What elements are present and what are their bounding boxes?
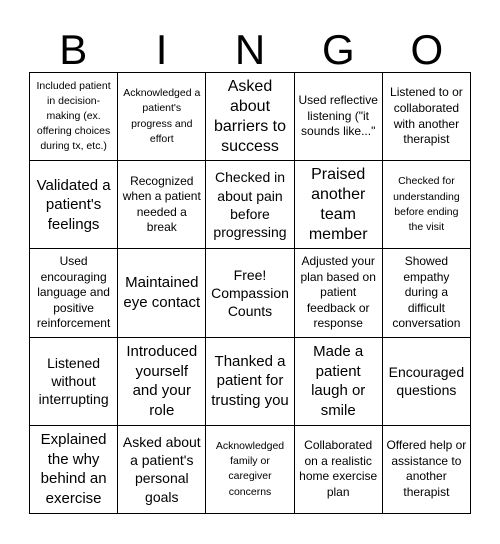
- bingo-cell-g4[interactable]: Made a patient laugh or smile: [295, 338, 383, 426]
- bingo-cell-b4[interactable]: Listened without interrupting: [30, 338, 118, 426]
- bingo-cell-i2[interactable]: Recognized when a patient needed a break: [118, 161, 206, 249]
- bingo-cell-g1[interactable]: Used reflective listening ("it sounds like...": [295, 73, 383, 161]
- header-letter-i: I: [155, 26, 168, 73]
- bingo-card: [29, 72, 471, 514]
- bingo-cell-b3[interactable]: Used encouraging language and positive reinforcement: [30, 249, 118, 337]
- bingo-cell-i1[interactable]: Acknowledged a patient's progress and effort: [118, 73, 206, 161]
- bingo-cell-g3[interactable]: Adjusted your plan based on patient feedback or response: [295, 249, 383, 337]
- bingo-cell-o4[interactable]: Encouraged questions: [383, 338, 471, 426]
- header-letter-b: B: [59, 26, 88, 73]
- bingo-cell-b5[interactable]: Explained the why behind an exercise: [30, 426, 118, 514]
- bingo-cell-n1[interactable]: Asked about barriers to success: [206, 73, 294, 161]
- bingo-cell-i4[interactable]: Introduced yourself and your role: [118, 338, 206, 426]
- bingo-cell-g2[interactable]: Praised another team member: [295, 161, 383, 249]
- bingo-cell-o5[interactable]: Offered help or assistance to another therapist: [383, 426, 471, 514]
- bingo-cell-free: Free! Compassion Counts: [206, 249, 294, 337]
- bingo-cell-g5[interactable]: Collaborated on a realistic home exercise plan: [295, 426, 383, 514]
- bingo-cell-n4[interactable]: Thanked a patient for trusting you: [206, 338, 294, 426]
- bingo-cell-i5[interactable]: Asked about a patient's personal goals: [118, 426, 206, 514]
- bingo-cell-o2[interactable]: Checked for understanding before ending the visit: [383, 161, 471, 249]
- header-letter-o: O: [410, 26, 444, 73]
- bingo-cell-b2[interactable]: Validated a patient's feelings: [30, 161, 118, 249]
- header-letter-g: G: [322, 26, 355, 73]
- bingo-cell-i3[interactable]: Maintained eye contact: [118, 249, 206, 337]
- header-letter-n: N: [234, 26, 266, 73]
- bingo-header: [29, 28, 471, 72]
- bingo-cell-n2[interactable]: Checked in about pain before progressing: [206, 161, 294, 249]
- bingo-cell-b1[interactable]: Included patient in decision-making (ex. offering choices during tx, etc.): [30, 73, 118, 161]
- bingo-cell-o1[interactable]: Listened to or collaborated with another therapist: [383, 73, 471, 161]
- bingo-cell-o3[interactable]: Showed empathy during a difficult conversation: [383, 249, 471, 337]
- bingo-cell-n5[interactable]: Acknowledged family or caregiver concerns: [206, 426, 294, 514]
